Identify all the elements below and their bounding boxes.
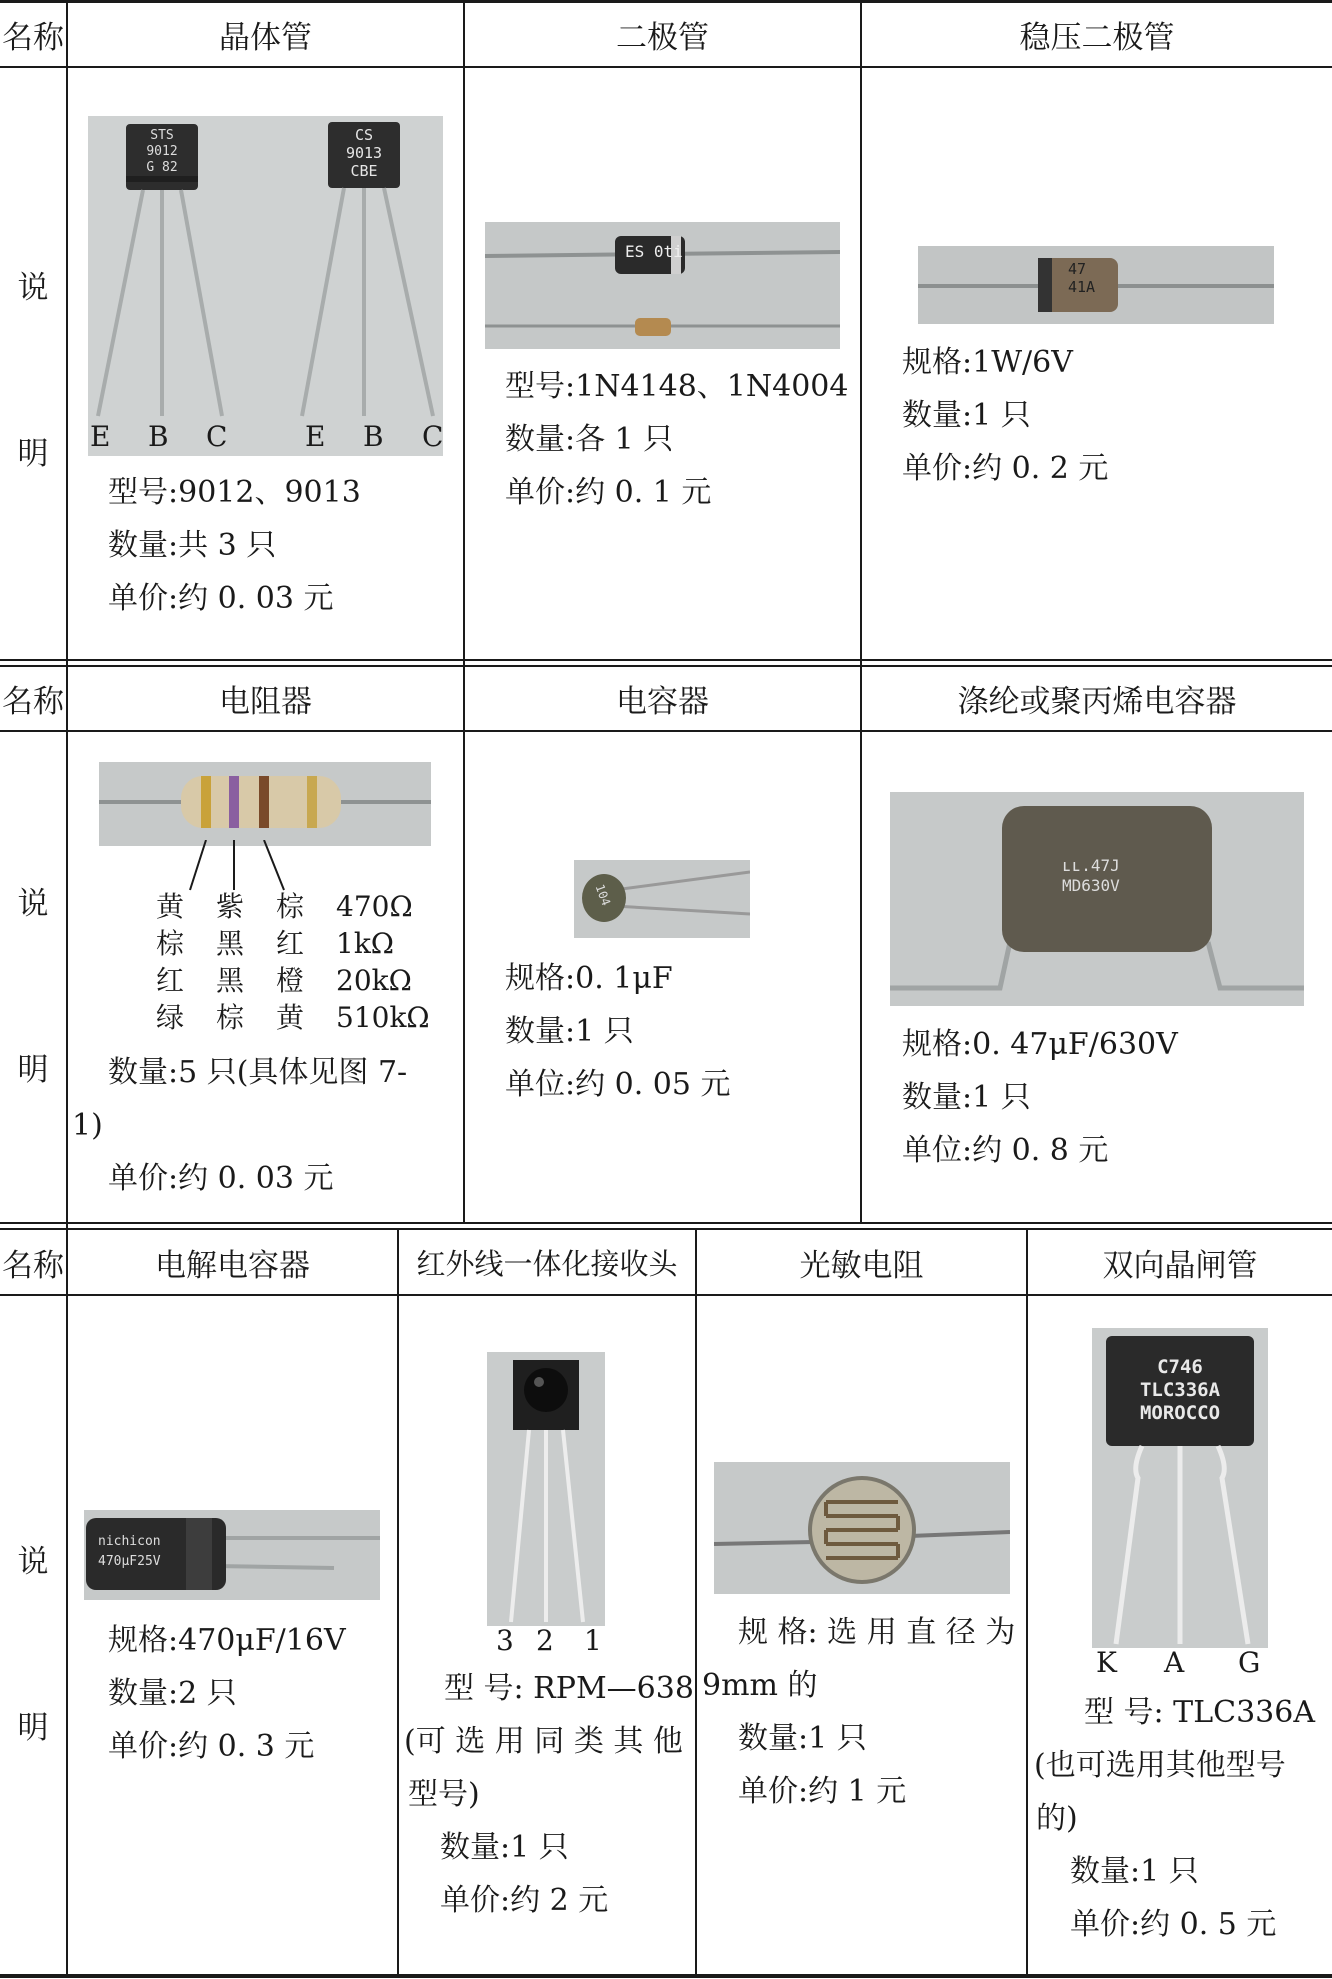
- diode-line-1: 型号:1N4148、1N4004: [505, 369, 849, 404]
- color-row-3-band-1: 红: [156, 964, 185, 997]
- name-zener: 稳压二极管: [1019, 20, 1175, 56]
- name-triac: 双向晶闸管: [1102, 1247, 1258, 1284]
- pin-c-left: C: [206, 420, 228, 453]
- side-label-3: 说: [17, 886, 49, 922]
- zener-line-1: 规格:1W/6V: [902, 345, 1073, 380]
- color-row-2-band-1: 棕: [156, 927, 185, 960]
- photo-line-1: 规 格: 选 用 直 径 为: [738, 1615, 1016, 1650]
- electrolytic-line-1: 规格:470μF/16V: [108, 1623, 346, 1658]
- name-capacitor: 电容器: [616, 684, 709, 720]
- capacitor-photo: [574, 860, 750, 938]
- resistor-line-3: 单价:约 0. 03 元: [108, 1161, 334, 1196]
- name-photoresistor: 光敏电阻: [799, 1247, 924, 1284]
- electrolytic-line-2: 数量:2 只: [108, 1676, 237, 1711]
- film-cap-marking-1: ʟʟ.47J: [1062, 856, 1120, 875]
- rule-col-3a: [397, 1228, 399, 1978]
- color-row-2-band-2: 黑: [216, 927, 245, 960]
- triac-line-4: 数量:1 只: [1070, 1854, 1199, 1889]
- electrolytic-photo: [84, 1510, 380, 1600]
- film-cap-line-2: 数量:1 只: [902, 1080, 1031, 1115]
- resistor-line-1: 数量:5 只(具体见图 7-: [108, 1055, 408, 1090]
- color-row-4-band-2: 棕: [216, 1001, 245, 1034]
- header-label-2: 名称: [2, 684, 64, 720]
- name-resistor: 电阻器: [219, 684, 312, 720]
- electrolytic-marking-1: nichicon: [98, 1534, 161, 1549]
- film-cap-line-1: 规格:0. 47μF/630V: [902, 1027, 1178, 1062]
- ir-receiver-photo: [487, 1352, 605, 1626]
- pin-c-right: C: [422, 420, 444, 453]
- ir-line-5: 单价:约 2 元: [440, 1883, 609, 1918]
- chip-right-line-3: CBE: [350, 162, 378, 180]
- diode-marking: ES 0ti: [625, 242, 683, 261]
- name-ir-receiver: 红外线一体化接收头: [416, 1246, 678, 1281]
- name-transistor: 晶体管: [219, 20, 312, 56]
- ir-line-2: (可 选 用 同 类 其 他: [404, 1724, 683, 1759]
- capacitor-marking: 104: [592, 882, 614, 908]
- color-row-3-band-2: 黑: [216, 964, 245, 997]
- rule-header-3: [0, 1294, 1332, 1296]
- rule-header-2: [0, 730, 1332, 732]
- triac-line-1: 型 号: TLC336A: [1084, 1695, 1315, 1730]
- color-row-4-band-1: 绿: [156, 1001, 185, 1034]
- ir-pin-2: 2: [536, 1624, 554, 1657]
- name-film-capacitor: 涤纶或聚丙烯电容器: [957, 684, 1237, 720]
- color-row-1-band-3: 棕: [276, 890, 305, 923]
- color-row-1-band-1: 黄: [156, 890, 185, 923]
- header-label-3: 名称: [2, 1247, 64, 1284]
- electrolytic-details: [108, 1614, 346, 1773]
- pin-e-right: E: [305, 420, 326, 453]
- diode-photo: [485, 222, 840, 349]
- capacitor-line-1: 规格:0. 1μF: [505, 961, 673, 996]
- film-capacitor-photo: [890, 792, 1304, 1006]
- triac-marking-2: TLC336A: [1139, 1379, 1221, 1401]
- resistor-photo: [99, 762, 431, 846]
- transistor-line-1: 型号:9012、9013: [108, 475, 361, 510]
- transistor-details: [108, 466, 361, 625]
- diode-details: [505, 360, 848, 519]
- capacitor-line-2: 数量:1 只: [505, 1014, 634, 1049]
- color-row-4-band-3: 黄: [276, 1001, 305, 1034]
- rule-section-1a: [0, 659, 1332, 661]
- ir-pin-1: 1: [584, 1624, 602, 1657]
- zener-line-3: 单价:约 0. 2 元: [902, 451, 1109, 486]
- ir-receiver-details: [404, 1662, 692, 1927]
- transistor-line-2: 数量:共 3 只: [108, 528, 277, 563]
- color-row-3: [156, 962, 430, 999]
- electrolytic-line-3: 单价:约 0. 3 元: [108, 1729, 315, 1764]
- electrolytic-marking-2: 470μF25V: [98, 1554, 161, 1569]
- rule-col-1: [463, 0, 465, 1224]
- name-diode: 二极管: [616, 20, 709, 56]
- photo-line-3: 数量:1 只: [738, 1721, 867, 1756]
- color-row-2: [156, 925, 430, 962]
- color-row-3-band-3: 橙: [276, 964, 305, 997]
- ir-line-3: 型号): [408, 1777, 480, 1812]
- zener-marking-2: 41A: [1068, 278, 1096, 296]
- color-row-1: [156, 888, 430, 925]
- triac-line-2: (也可选用其他型号: [1034, 1748, 1286, 1783]
- resistor-color-table: [156, 888, 430, 1036]
- zener-details: [902, 336, 1108, 495]
- triac-marking-1: C746: [1157, 1356, 1203, 1378]
- name-electrolytic: 电解电容器: [155, 1247, 310, 1284]
- film-cap-line-3: 单位:约 0. 8 元: [902, 1133, 1109, 1168]
- pin-b-right: B: [363, 420, 384, 453]
- diode-line-3: 单价:约 0. 1 元: [505, 475, 712, 510]
- chip-left-line-1: STS: [150, 128, 174, 143]
- side-label-2: 明: [17, 436, 49, 472]
- photo-line-4: 单价:约 1 元: [738, 1774, 907, 1809]
- side-label-6: 明: [17, 1710, 49, 1746]
- film-cap-marking-2: MD630V: [1062, 876, 1120, 895]
- chip-right-line-1: CS: [354, 126, 374, 144]
- triac-pin-a: A: [1164, 1646, 1185, 1679]
- transistor-photo: [88, 116, 443, 456]
- color-row-4-value: 510kΩ: [336, 1001, 430, 1034]
- rule-col-2: [860, 0, 862, 1224]
- color-row-3-value: 20kΩ: [336, 964, 412, 997]
- pin-e-left: E: [90, 420, 111, 453]
- transistor-line-3: 单价:约 0. 03 元: [108, 581, 334, 616]
- zener-photo: [918, 246, 1274, 324]
- color-row-4: [156, 999, 430, 1036]
- rule-bottom: [0, 1974, 1332, 1978]
- triac-pin-g: G: [1238, 1646, 1261, 1679]
- resistor-line-2: 1): [72, 1108, 103, 1143]
- pin-b-left: B: [148, 420, 169, 453]
- chip-left-line-3: G 82: [146, 160, 178, 175]
- triac-pin-k: K: [1096, 1646, 1117, 1679]
- triac-details: [1034, 1686, 1330, 1951]
- side-label-5: 说: [17, 1544, 49, 1580]
- rule-header-1: [0, 66, 1332, 68]
- triac-marking-3: MOROCCO: [1139, 1402, 1221, 1424]
- side-label-1: 说: [17, 270, 49, 306]
- zener-marking-1: 47: [1068, 260, 1087, 278]
- capacitor-details: [505, 952, 731, 1111]
- film-capacitor-details: [902, 1018, 1178, 1177]
- capacitor-line-3: 单位:约 0. 05 元: [505, 1067, 731, 1102]
- photoresistor-photo: [714, 1462, 1010, 1594]
- triac-line-3: 的): [1036, 1801, 1078, 1836]
- ir-line-1: 型 号: RPM—638: [444, 1671, 694, 1706]
- chip-right-line-2: 9013: [345, 144, 383, 162]
- ir-line-4: 数量:1 只: [440, 1830, 569, 1865]
- rule-section-2a: [0, 1222, 1332, 1224]
- chip-left-line-2: 9012: [146, 144, 178, 159]
- rule-label-col: [66, 0, 68, 1977]
- photoresistor-details: [702, 1606, 1024, 1818]
- color-row-1-value: 470Ω: [336, 890, 413, 923]
- triac-line-5: 单价:约 0. 5 元: [1070, 1907, 1277, 1942]
- rule-col-3c: [1026, 1228, 1028, 1978]
- resistor-details: [72, 1046, 458, 1205]
- rule-col-3b: [695, 1228, 697, 1978]
- color-row-1-band-2: 紫: [216, 890, 245, 923]
- zener-line-2: 数量:1 只: [902, 398, 1031, 433]
- ir-pin-3: 3: [496, 1624, 514, 1657]
- diode-line-2: 数量:各 1 只: [505, 422, 674, 457]
- header-label: 名称: [2, 20, 64, 56]
- color-row-2-value: 1kΩ: [336, 927, 394, 960]
- side-label-4: 明: [17, 1052, 49, 1088]
- color-row-2-band-3: 红: [276, 927, 305, 960]
- photo-line-2: 9mm 的: [702, 1668, 818, 1703]
- triac-photo: [1092, 1328, 1268, 1648]
